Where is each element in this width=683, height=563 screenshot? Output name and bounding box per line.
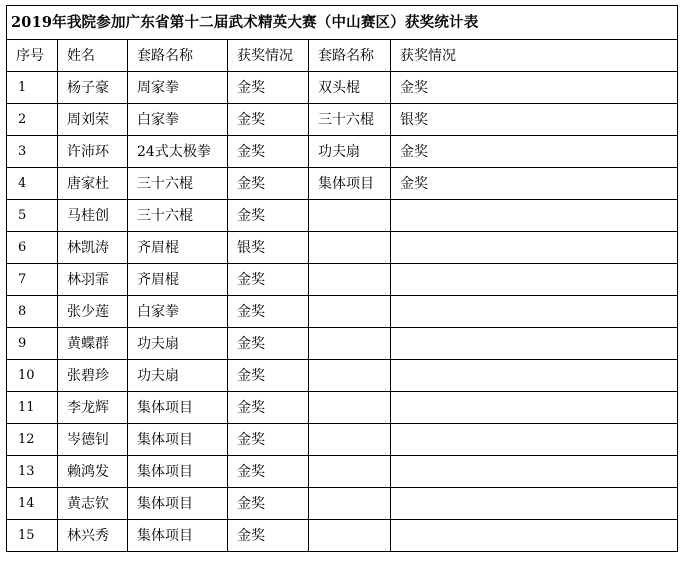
name-cell: 唐家杜 [58, 168, 128, 200]
routine-cell: 齐眉棍 [128, 232, 228, 264]
routine-cell: 三十六棍 [128, 168, 228, 200]
routine-cell: 集体项目 [128, 520, 228, 552]
award-cell: 金奖 [228, 104, 309, 136]
routine-cell: 功夫扇 [128, 360, 228, 392]
routine-cell: 集体项目 [128, 456, 228, 488]
award-2-cell: 金奖 [391, 136, 678, 168]
award-2-cell [391, 328, 678, 360]
award-cell: 金奖 [228, 168, 309, 200]
name-cell: 黄志钦 [58, 488, 128, 520]
award-cell: 金奖 [228, 424, 309, 456]
award-cell: 金奖 [228, 456, 309, 488]
award-table [6, 5, 678, 552]
name-cell: 林羽霏 [58, 264, 128, 296]
header-cell-award-2: 获奖情况 [391, 40, 678, 72]
index-cell: 12 [7, 424, 58, 456]
index-cell: 7 [7, 264, 58, 296]
award-2-cell: 金奖 [391, 72, 678, 104]
routine-2-cell [309, 360, 391, 392]
table-row [7, 232, 678, 264]
name-cell: 许沛环 [58, 136, 128, 168]
award-statistics-sheet [6, 5, 677, 552]
award-2-cell [391, 488, 678, 520]
table-title: 2019年我院参加广东省第十二届武术精英大赛（中山赛区）获奖统计表 [7, 6, 678, 40]
routine-cell: 齐眉棍 [128, 264, 228, 296]
award-cell: 金奖 [228, 392, 309, 424]
routine-2-cell [309, 456, 391, 488]
routine-2-cell: 功夫扇 [309, 136, 391, 168]
name-cell: 周刘荣 [58, 104, 128, 136]
award-2-cell [391, 200, 678, 232]
routine-2-cell: 三十六棍 [309, 104, 391, 136]
routine-cell: 集体项目 [128, 392, 228, 424]
award-2-cell [391, 520, 678, 552]
name-cell: 李龙辉 [58, 392, 128, 424]
routine-cell: 白家拳 [128, 104, 228, 136]
routine-cell: 24式太极拳 [128, 136, 228, 168]
name-cell: 林兴秀 [58, 520, 128, 552]
award-2-cell [391, 296, 678, 328]
header-cell-routine: 套路名称 [128, 40, 228, 72]
award-cell: 金奖 [228, 72, 309, 104]
award-cell: 金奖 [228, 264, 309, 296]
table-row [7, 104, 678, 136]
routine-cell: 三十六棍 [128, 200, 228, 232]
award-cell: 金奖 [228, 136, 309, 168]
award-2-cell [391, 264, 678, 296]
award-2-cell [391, 424, 678, 456]
award-2-cell [391, 392, 678, 424]
table-row [7, 424, 678, 456]
award-cell: 金奖 [228, 328, 309, 360]
routine-2-cell [309, 392, 391, 424]
routine-2-cell [309, 200, 391, 232]
routine-cell: 集体项目 [128, 488, 228, 520]
routine-2-cell: 双头棍 [309, 72, 391, 104]
award-cell: 金奖 [228, 520, 309, 552]
routine-cell: 功夫扇 [128, 328, 228, 360]
table-row [7, 488, 678, 520]
header-cell-routine-2: 套路名称 [309, 40, 391, 72]
table-row [7, 520, 678, 552]
header-cell-name: 姓名 [58, 40, 128, 72]
header-cell-index: 序号 [7, 40, 58, 72]
table-row [7, 264, 678, 296]
table-row [7, 456, 678, 488]
index-cell: 15 [7, 520, 58, 552]
index-cell: 4 [7, 168, 58, 200]
header-row [7, 40, 678, 72]
routine-2-cell [309, 296, 391, 328]
routine-cell: 周家拳 [128, 72, 228, 104]
routine-2-cell [309, 488, 391, 520]
award-cell: 金奖 [228, 488, 309, 520]
name-cell: 张少莲 [58, 296, 128, 328]
index-cell: 1 [7, 72, 58, 104]
name-cell: 岑德钊 [58, 424, 128, 456]
index-cell: 5 [7, 200, 58, 232]
award-2-cell: 金奖 [391, 168, 678, 200]
name-cell: 林凯涛 [58, 232, 128, 264]
table-row [7, 296, 678, 328]
award-cell: 金奖 [228, 200, 309, 232]
index-cell: 8 [7, 296, 58, 328]
award-2-cell: 银奖 [391, 104, 678, 136]
index-cell: 6 [7, 232, 58, 264]
title-row [7, 6, 678, 40]
index-cell: 13 [7, 456, 58, 488]
index-cell: 10 [7, 360, 58, 392]
header-cell-award: 获奖情况 [228, 40, 309, 72]
index-cell: 2 [7, 104, 58, 136]
index-cell: 11 [7, 392, 58, 424]
award-2-cell [391, 456, 678, 488]
name-cell: 赖鸿发 [58, 456, 128, 488]
routine-2-cell [309, 264, 391, 296]
award-2-cell [391, 232, 678, 264]
routine-cell: 白家拳 [128, 296, 228, 328]
award-cell: 金奖 [228, 360, 309, 392]
name-cell: 黄蝶群 [58, 328, 128, 360]
award-cell: 银奖 [228, 232, 309, 264]
table-row [7, 392, 678, 424]
routine-2-cell [309, 424, 391, 456]
index-cell: 9 [7, 328, 58, 360]
name-cell: 马桂创 [58, 200, 128, 232]
table-row [7, 200, 678, 232]
award-2-cell [391, 360, 678, 392]
routine-2-cell [309, 232, 391, 264]
table-row [7, 328, 678, 360]
table-row [7, 136, 678, 168]
name-cell: 张碧珍 [58, 360, 128, 392]
index-cell: 14 [7, 488, 58, 520]
routine-2-cell [309, 520, 391, 552]
routine-cell: 集体项目 [128, 424, 228, 456]
award-cell: 金奖 [228, 296, 309, 328]
table-row [7, 360, 678, 392]
table-row [7, 72, 678, 104]
name-cell: 杨子豪 [58, 72, 128, 104]
table-row [7, 168, 678, 200]
routine-2-cell: 集体项目 [309, 168, 391, 200]
routine-2-cell [309, 328, 391, 360]
index-cell: 3 [7, 136, 58, 168]
